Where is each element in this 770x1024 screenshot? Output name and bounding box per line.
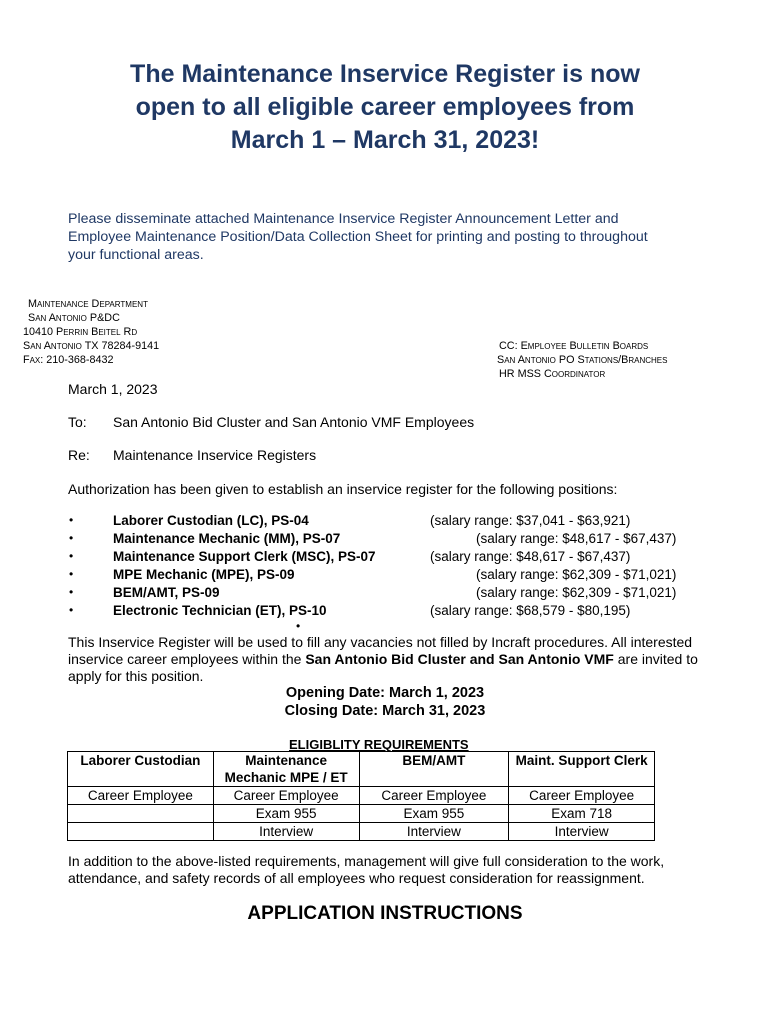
table-cell: Career Employee [359,787,509,805]
bullet-icon: • [69,585,74,599]
position-salary: (salary range: $62,309 - $71,021) [476,567,677,582]
register-text: are invited to [613,651,698,667]
eligibility-heading: ELIGIBLITY REQUIREMENTS [289,737,469,752]
cc-line: San Antonio PO Stations/Branches [497,354,668,366]
register-line [68,651,698,668]
letter-date: March 1, 2023 [68,381,158,397]
table-header-cell: Maintenance Mechanic MPE / ET [213,752,359,787]
eligibility-table [67,751,655,841]
position-salary: (salary range: $62,309 - $71,021) [476,585,677,600]
bullet-icon: • [69,549,74,563]
intro-line: your functional areas. [68,247,204,263]
consideration-line: attendance, and safety records of all employees who request consideration for reassignment. [68,870,645,886]
table-cell: Interview [359,823,509,841]
bullet-icon: • [69,513,74,527]
table-cell: Exam 718 [509,805,655,823]
table-header-cell: Maint. Support Clerk [509,752,655,787]
position-title: Maintenance Mechanic (MM), PS-07 [113,531,341,546]
title-line: The Maintenance Inservice Register is now [130,60,640,88]
re-value: Maintenance Inservice Registers [113,447,317,463]
table-cell: Exam 955 [213,805,359,823]
to-label: To: [68,414,87,430]
intro-line: Please disseminate attached Maintenance Inservice Register Announcement Letter and [68,211,619,227]
bullet-icon: • [69,531,74,545]
register-emphasis: San Antonio Bid Cluster and San Antonio VMF [305,651,614,667]
table-cell: Exam 955 [359,805,509,823]
table-cell: Interview [213,823,359,841]
position-title: BEM/AMT, PS-09 [113,585,220,600]
position-title: Electronic Technician (ET), PS-10 [113,603,327,618]
register-line: apply for this position. [68,668,204,684]
letterhead-facility: San Antonio P&DC [28,312,120,324]
closing-date: Closing Date: March 31, 2023 [284,703,486,719]
table-row [68,823,655,841]
announcement-title [60,58,710,157]
consideration-line: In addition to the above-listed requirements, management will give full consideration to the work, [68,853,665,869]
table-cell: Interview [509,823,655,841]
re-label: Re: [68,447,90,463]
table-row [68,805,655,823]
title-line: March 1 – March 31, 2023! [230,126,540,154]
position-title: Maintenance Support Clerk (MSC), PS-07 [113,549,376,564]
position-salary: (salary range: $48,617 - $67,437) [430,549,631,564]
table-header-row [68,752,655,787]
table-cell: Career Employee [509,787,655,805]
to-value: San Antonio Bid Cluster and San Antonio VMF Employees [113,414,475,430]
letterhead-street: 10410 Perrin Beitel Rd [23,326,138,338]
position-title: Laborer Custodian (LC), PS-04 [113,513,309,528]
table-header-cell: Laborer Custodian [68,752,214,787]
table-cell [68,823,214,841]
position-title: MPE Mechanic (MPE), PS-09 [113,567,295,582]
table-cell [68,805,214,823]
register-text: inservice career employees within the [68,651,306,667]
position-salary: (salary range: $48,617 - $67,437) [476,531,677,546]
bullet-icon: • [69,567,74,581]
intro-line: Employee Maintenance Position/Data Collection Sheet for printing and posting to throughout [68,229,648,245]
authorization-text: Authorization has been given to establish an inservice register for the following positions: [68,481,618,497]
position-salary: (salary range: $68,579 - $80,195) [430,603,631,618]
letterhead-city: San Antonio TX 78284-9141 [23,340,160,352]
empty-bullet-icon: • [296,619,301,633]
cc-line: CC: Employee Bulletin Boards [499,340,649,352]
table-header-cell: BEM/AMT [359,752,509,787]
table-cell: Career Employee [68,787,214,805]
table-row [68,787,655,805]
register-line: This Inservice Register will be used to fill any vacancies not filled by Incraft procedures. All interested [68,634,693,650]
opening-date: Opening Date: March 1, 2023 [285,685,485,701]
cc-line: HR MSS Coordinator [499,368,606,380]
application-heading: APPLICATION INSTRUCTIONS [247,903,523,924]
positions-list [0,513,770,623]
bullet-icon: • [69,603,74,617]
title-line: open to all eligible career employees from [135,93,635,121]
intro-paragraph [68,210,708,264]
table-cell: Career Employee [213,787,359,805]
letterhead-department: Maintenance Department [28,298,148,310]
letterhead-fax: Fax: 210-368-8432 [23,354,114,366]
position-salary: (salary range: $37,041 - $63,921) [430,513,631,528]
